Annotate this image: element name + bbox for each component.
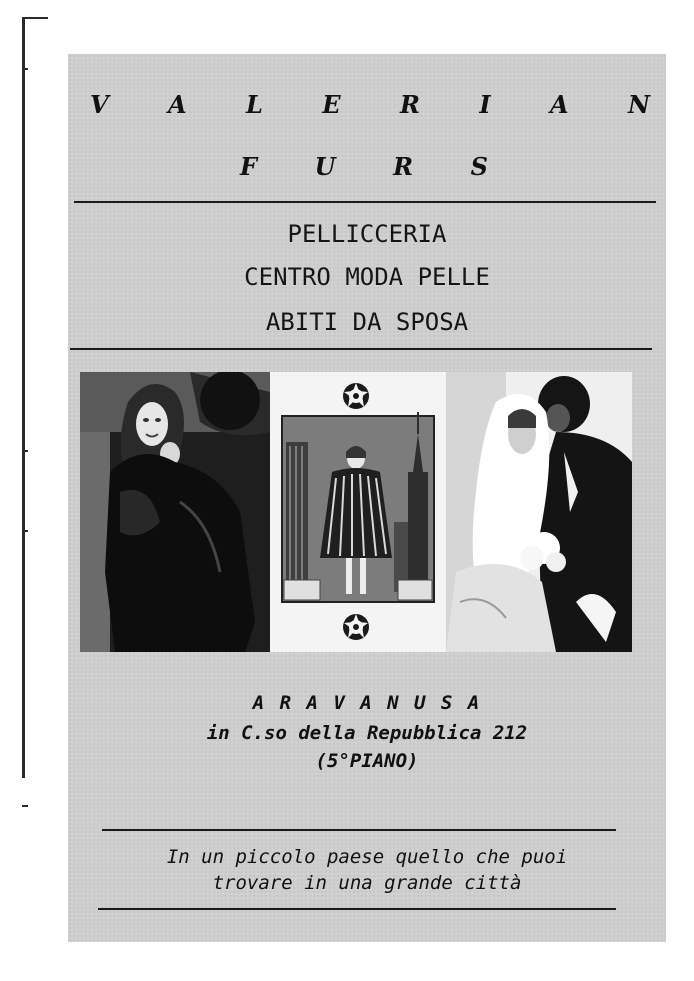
binding-tick (22, 450, 28, 452)
binding-edge (22, 18, 25, 778)
slogan-line-2: trovare in una grande città (212, 872, 522, 894)
bride-and-groom-photo (446, 372, 632, 652)
brand-letter: V (90, 90, 109, 119)
brand-letter: N (627, 90, 650, 119)
brand-letter: U (314, 152, 336, 181)
binding-tick (22, 805, 28, 807)
divider (74, 201, 656, 203)
fur-coat-skyline-illustration (270, 372, 446, 652)
service-leather-fashion: CENTRO MODA PELLE (244, 263, 490, 291)
service-fur-shop: PELLICCERIA (287, 220, 447, 248)
brand-letter: L (246, 90, 263, 119)
brand-letter: R (393, 152, 414, 181)
divider (102, 829, 616, 831)
brand-name (90, 90, 650, 119)
divider (98, 908, 616, 910)
photo-strip (80, 372, 632, 652)
divider (70, 348, 652, 350)
brand-letter: I (479, 90, 491, 119)
woman-in-fur-coat-photo (80, 372, 270, 652)
brand-letter: R (399, 90, 420, 119)
brand-letter: A (549, 90, 569, 119)
brand-letter: A (168, 90, 187, 119)
flower-emblem-icon (343, 614, 369, 640)
floor-info: (5°PIANO) (315, 750, 419, 772)
binding-tick (22, 68, 28, 70)
binding-tick (22, 530, 28, 532)
city-name: A R A V A N U S A (252, 692, 482, 714)
service-bridal-dresses: ABITI DA SPOSA (265, 308, 469, 336)
flower-emblem-icon (343, 383, 369, 409)
street-address: in C.so della Repubblica 212 (206, 722, 528, 744)
brand-subname (240, 152, 488, 181)
brand-letter: F (240, 152, 258, 181)
slogan-line-1: In un piccolo paese quello che puoi (166, 846, 568, 868)
binding-mark (22, 17, 48, 19)
brand-letter: E (322, 90, 341, 119)
brand-letter: S (470, 152, 488, 181)
flyer (68, 54, 666, 942)
